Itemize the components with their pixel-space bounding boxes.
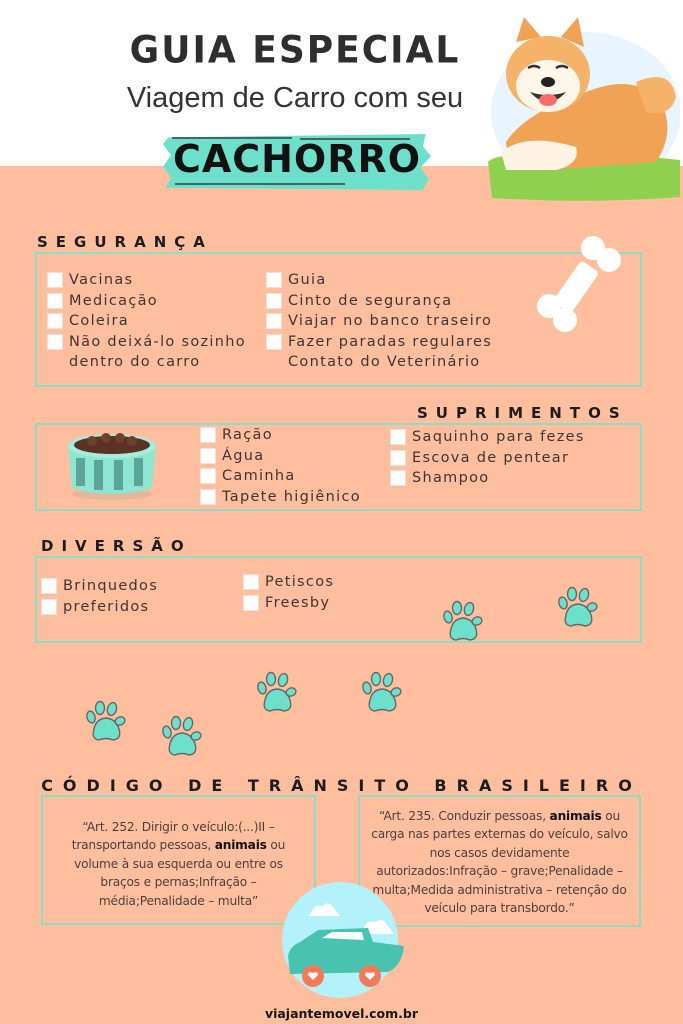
- tape-stroke: [175, 183, 345, 185]
- paw-icon: [160, 712, 204, 760]
- checkbox[interactable]: [47, 272, 63, 288]
- guide-subtitle: Viagem de Carro com seu: [126, 82, 464, 114]
- section-title-suprimentos: SUPRIMENTOS: [417, 404, 628, 422]
- seguranca-list-2: [266, 270, 492, 373]
- checkbox[interactable]: [390, 429, 406, 445]
- section-title-seguranca: SEGURANÇA: [37, 233, 213, 251]
- checkbox[interactable]: [390, 470, 406, 486]
- footer-site[interactable]: viajantemovel.com.br: [264, 1006, 419, 1021]
- checkbox[interactable]: [266, 334, 282, 350]
- checklist-item[interactable]: Tapete higiênico: [200, 487, 361, 508]
- checklist-item[interactable]: Freesby: [243, 593, 334, 614]
- checkbox[interactable]: [47, 334, 63, 350]
- paw-icon: [556, 583, 600, 631]
- paw-icon: [360, 668, 404, 716]
- checkbox[interactable]: [243, 574, 259, 590]
- diversao-list-2: [243, 572, 334, 613]
- checkbox[interactable]: [41, 578, 57, 594]
- checklist-item[interactable]: Vacinas: [47, 270, 246, 291]
- checkbox[interactable]: [41, 599, 57, 615]
- checkbox[interactable]: [266, 293, 282, 309]
- checklist-item[interactable]: Guia: [266, 270, 492, 291]
- checklist-item-text: Contato do Veterinário: [288, 354, 481, 370]
- law-card-235: “Art. 235. Conduzir pessoas, animais ou carga nas partes externas do veículo, salvo nos casos devidamente autorizados:Infração – grave;Penalidade – multa;Medida administrativa – retenção do veículo para transbordo.”: [358, 795, 641, 927]
- checklist-item[interactable]: Fazer paradas regulares: [266, 332, 492, 353]
- checkbox[interactable]: [200, 489, 216, 505]
- checklist-item[interactable]: Caminha: [200, 466, 361, 487]
- checklist-item[interactable]: Escova de pentear: [390, 448, 585, 469]
- checklist-item[interactable]: Água: [200, 446, 361, 467]
- checklist-item[interactable]: Coleira: [47, 311, 246, 332]
- guide-title: GUIA ESPECIAL: [129, 28, 461, 73]
- checklist-item[interactable]: Brinquedos: [41, 576, 158, 597]
- car-icon: [278, 880, 406, 1000]
- checklist-item-continuation: dentro do carro: [69, 354, 201, 370]
- law-card-252: “Art. 252. Dirigir o veículo:(...)II – transportando pessoas, animais ou volume à sua esquerda ou entre os braços e pernas;Infração – média;Penalidade – multa”: [41, 795, 316, 925]
- checklist-item[interactable]: Shampoo: [390, 468, 585, 489]
- food-bowl-icon: [62, 428, 162, 504]
- checklist-item[interactable]: preferidos: [41, 597, 158, 618]
- paw-icon: [255, 668, 299, 716]
- checkbox[interactable]: [47, 293, 63, 309]
- checkbox[interactable]: [243, 595, 259, 611]
- seguranca-list-1: [47, 270, 246, 373]
- checklist-item[interactable]: Saquinho para fezes: [390, 427, 585, 448]
- checklist-item[interactable]: Ração: [200, 425, 361, 446]
- checkbox[interactable]: [390, 450, 406, 466]
- bone-icon: [535, 234, 625, 334]
- checklist-item[interactable]: Não deixá-lo sozinho: [47, 332, 246, 353]
- suprimentos-list-2: [390, 427, 585, 489]
- checkbox[interactable]: [200, 468, 216, 484]
- highlight-word: CACHORRO: [172, 137, 422, 181]
- checkbox[interactable]: [200, 427, 216, 443]
- suprimentos-list-1: [200, 425, 361, 507]
- checklist-item[interactable]: Viajar no banco traseiro: [266, 311, 492, 332]
- checklist-item[interactable]: Cinto de segurança: [266, 291, 492, 312]
- checkbox[interactable]: [266, 272, 282, 288]
- paw-icon: [441, 597, 485, 645]
- section-title-diversao: DIVERSÃO: [41, 537, 192, 555]
- checklist-item[interactable]: Medicação: [47, 291, 246, 312]
- checklist-item[interactable]: Petiscos: [243, 572, 334, 593]
- section-title-codigo: CÓDIGO DE TRÂNSITO BRASILEIRO: [41, 776, 642, 795]
- dog-illustration: [486, 12, 680, 202]
- checkbox[interactable]: [200, 448, 216, 464]
- checkbox[interactable]: [266, 313, 282, 329]
- diversao-list-1: [41, 576, 158, 617]
- paw-icon: [84, 697, 128, 745]
- checkbox[interactable]: [47, 313, 63, 329]
